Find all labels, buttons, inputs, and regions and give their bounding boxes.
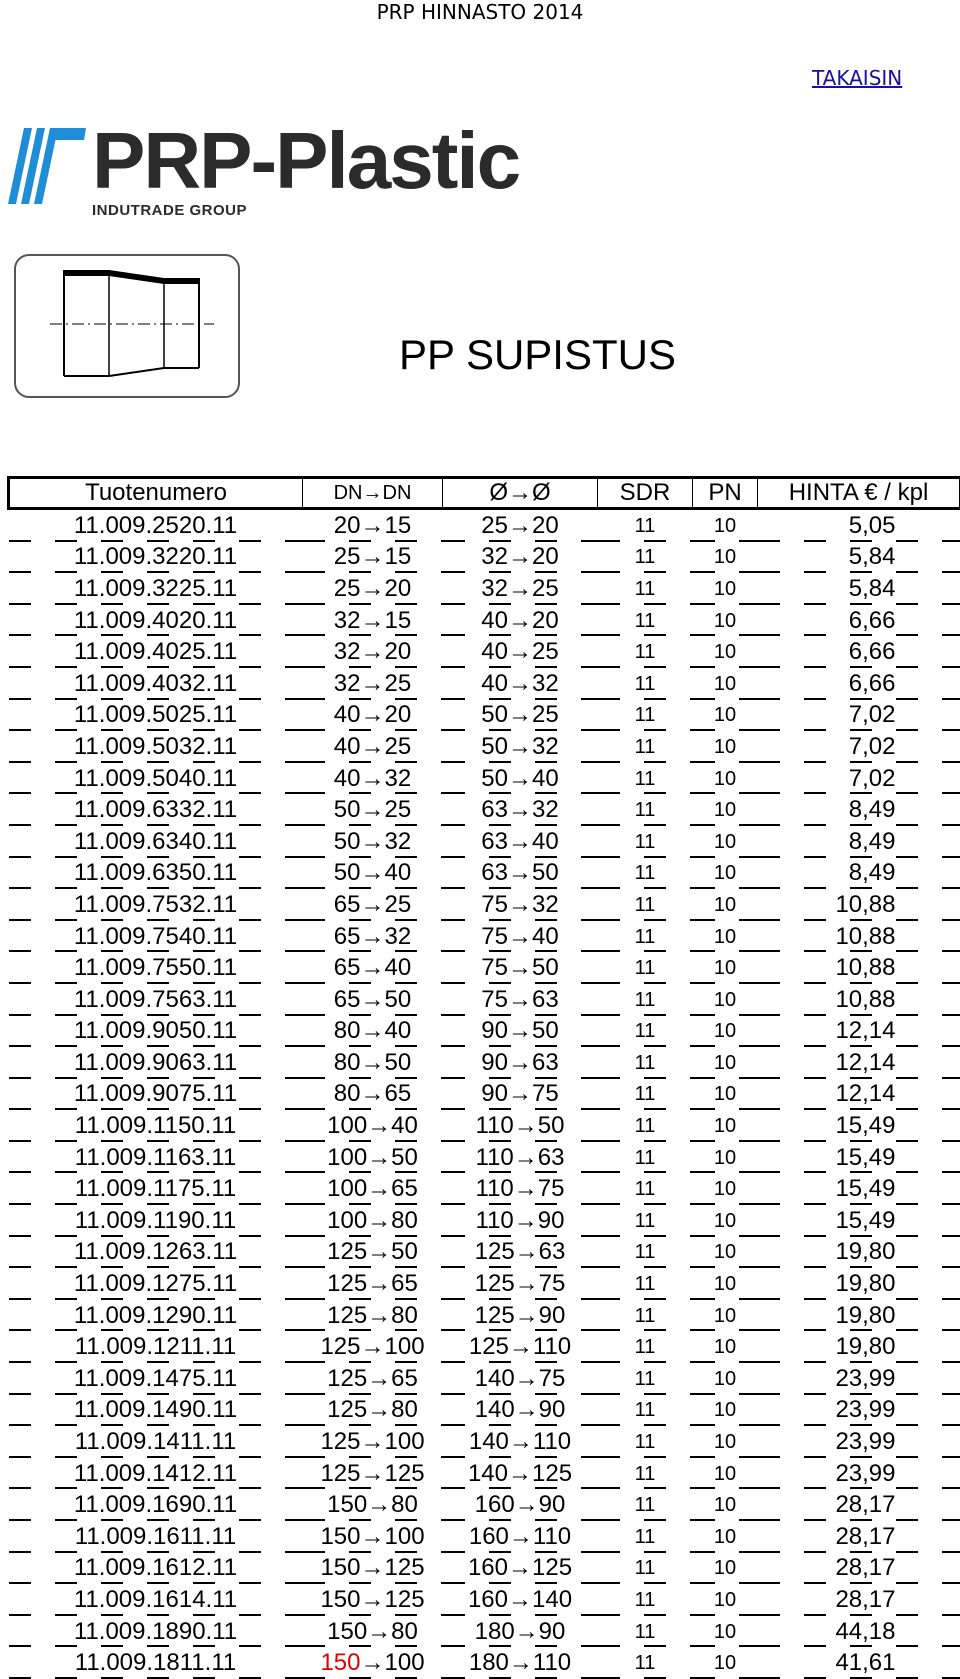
price-cell: 28,17 (758, 1553, 960, 1585)
sdr-cell: 11 (598, 1647, 693, 1679)
pn-cell: 10 (693, 889, 758, 921)
price-cell: 12,14 (758, 1047, 960, 1079)
price-cell: 7,02 (758, 763, 960, 795)
dn-cell: 150→125 (303, 1553, 443, 1585)
price-cell: 6,66 (758, 605, 960, 637)
dn-value-rest: →100 (360, 1649, 425, 1677)
price-cell: 8,49 (758, 826, 960, 858)
table-row (9, 1110, 960, 1142)
sdr-cell: 11 (598, 1110, 693, 1142)
price-cell: 10,88 (758, 984, 960, 1016)
product-number-cell: 11.009.1150.11 (9, 1110, 303, 1142)
header-dn: DN→DN (303, 478, 443, 509)
product-number-cell: 11.009.1275.11 (9, 1268, 303, 1300)
pn-cell: 10 (693, 921, 758, 953)
diameter-cell: 90→50 (443, 1016, 598, 1048)
dn-cell: 80→40 (303, 1016, 443, 1048)
pn-cell: 10 (693, 1173, 758, 1205)
pn-cell: 10 (693, 1079, 758, 1111)
pn-cell: 10 (693, 1584, 758, 1616)
price-cell: 12,14 (758, 1016, 960, 1048)
product-number-cell: 11.009.4032.11 (9, 668, 303, 700)
dn-cell: 125→80 (303, 1300, 443, 1332)
diameter-cell: 180→90 (443, 1616, 598, 1648)
pn-cell: 10 (693, 826, 758, 858)
diameter-cell: 90→63 (443, 1047, 598, 1079)
table-row (9, 1205, 960, 1237)
highlighted-dn-value: 150 (320, 1649, 361, 1677)
diameter-cell: 110→50 (443, 1110, 598, 1142)
product-number-cell: 11.009.5040.11 (9, 763, 303, 795)
product-number-cell: 11.009.1412.11 (9, 1458, 303, 1490)
pn-cell: 10 (693, 1142, 758, 1174)
table-row (9, 1489, 960, 1521)
diameter-cell: 40→25 (443, 636, 598, 668)
sdr-cell: 11 (598, 1142, 693, 1174)
pn-cell: 10 (693, 1395, 758, 1427)
price-cell: 12,14 (758, 1079, 960, 1111)
table-row (9, 1300, 960, 1332)
table-row (9, 1047, 960, 1079)
price-table (7, 476, 960, 1679)
sdr-cell: 11 (598, 858, 693, 890)
brand-tagline: INDUTRADE GROUP (92, 202, 248, 219)
product-number-cell: 11.009.6332.11 (9, 794, 303, 826)
price-cell: 6,66 (758, 668, 960, 700)
product-number-cell: 11.009.3225.11 (9, 573, 303, 605)
product-number-cell: 11.009.6340.11 (9, 826, 303, 858)
dn-cell: 32→20 (303, 636, 443, 668)
product-number-cell: 11.009.1290.11 (9, 1300, 303, 1332)
sdr-cell: 11 (598, 1268, 693, 1300)
pn-cell: 10 (693, 542, 758, 574)
pn-cell: 10 (693, 700, 758, 732)
price-cell: 5,84 (758, 573, 960, 605)
dn-cell: 65→50 (303, 984, 443, 1016)
sdr-cell: 11 (598, 1300, 693, 1332)
product-number-cell: 11.009.7540.11 (9, 921, 303, 953)
diameter-cell: 140→90 (443, 1395, 598, 1427)
diameter-cell: 75→50 (443, 952, 598, 984)
dn-cell: 32→15 (303, 605, 443, 637)
sdr-cell: 11 (598, 573, 693, 605)
price-cell: 8,49 (758, 794, 960, 826)
table-row (9, 1647, 960, 1679)
sdr-cell: 11 (598, 984, 693, 1016)
prp-logo-mark-icon (6, 128, 86, 204)
diameter-cell: 63→40 (443, 826, 598, 858)
table-row (9, 542, 960, 574)
dn-cell: 50→40 (303, 858, 443, 890)
sdr-cell: 11 (598, 1458, 693, 1490)
table-row (9, 1142, 960, 1174)
product-number-cell: 11.009.9075.11 (9, 1079, 303, 1111)
product-number-cell: 11.009.1811.11 (9, 1647, 303, 1679)
pn-cell: 10 (693, 1205, 758, 1237)
brand-name: PRP-Plastic (92, 116, 520, 205)
table-row (9, 731, 960, 763)
dn-cell: 125→100 (303, 1331, 443, 1363)
pn-cell: 10 (693, 1300, 758, 1332)
table-row (9, 1584, 960, 1616)
pn-cell: 10 (693, 952, 758, 984)
sdr-cell: 11 (598, 605, 693, 637)
diameter-cell: 50→32 (443, 731, 598, 763)
table-row (9, 921, 960, 953)
product-number-cell: 11.009.7550.11 (9, 952, 303, 984)
sdr-cell: 11 (598, 1489, 693, 1521)
pn-cell: 10 (693, 1331, 758, 1363)
table-row (9, 573, 960, 605)
dn-cell: 125→65 (303, 1268, 443, 1300)
header-price: HINTA € / kpl (758, 478, 960, 509)
pn-cell: 10 (693, 1489, 758, 1521)
diameter-cell: 125→75 (443, 1268, 598, 1300)
dn-cell: 80→65 (303, 1079, 443, 1111)
dn-cell: 100→65 (303, 1173, 443, 1205)
table-row (9, 1268, 960, 1300)
pn-cell: 10 (693, 1047, 758, 1079)
diameter-cell: 160→110 (443, 1521, 598, 1553)
sdr-cell: 11 (598, 1616, 693, 1648)
table-row (9, 1237, 960, 1269)
table-row (9, 1016, 960, 1048)
table-row (9, 1458, 960, 1490)
product-number-cell: 11.009.1411.11 (9, 1426, 303, 1458)
price-cell: 19,80 (758, 1300, 960, 1332)
dn-cell: 40→20 (303, 700, 443, 732)
table-row (9, 1553, 960, 1585)
price-cell: 23,99 (758, 1458, 960, 1490)
sdr-cell: 11 (598, 731, 693, 763)
price-cell: 15,49 (758, 1110, 960, 1142)
pn-cell: 10 (693, 731, 758, 763)
diameter-cell: 180→110 (443, 1647, 598, 1679)
dn-cell: 125→100 (303, 1426, 443, 1458)
product-number-cell: 11.009.2520.11 (9, 509, 303, 542)
product-number-cell: 11.009.1175.11 (9, 1173, 303, 1205)
sdr-cell: 11 (598, 763, 693, 795)
header-pn: PN (693, 478, 758, 509)
back-link[interactable]: TAKAISIN (812, 66, 903, 90)
product-number-cell: 11.009.7532.11 (9, 889, 303, 921)
product-number-cell: 11.009.1690.11 (9, 1489, 303, 1521)
dn-cell: 150→80 (303, 1616, 443, 1648)
table-row (9, 889, 960, 921)
diameter-cell: 110→90 (443, 1205, 598, 1237)
price-cell: 44,18 (758, 1616, 960, 1648)
dn-cell: 50→25 (303, 794, 443, 826)
product-number-cell: 11.009.9050.11 (9, 1016, 303, 1048)
pn-cell: 10 (693, 763, 758, 795)
header-product-number: Tuotenumero (9, 478, 303, 509)
sdr-cell: 11 (598, 509, 693, 542)
dn-cell: 150→125 (303, 1584, 443, 1616)
price-cell: 15,49 (758, 1173, 960, 1205)
product-number-cell: 11.009.1475.11 (9, 1363, 303, 1395)
pn-cell: 10 (693, 1553, 758, 1585)
pn-cell: 10 (693, 1237, 758, 1269)
table-row (9, 636, 960, 668)
table-row (9, 1521, 960, 1553)
product-number-cell: 11.009.1263.11 (9, 1237, 303, 1269)
product-number-cell: 11.009.1163.11 (9, 1142, 303, 1174)
pn-cell: 10 (693, 573, 758, 605)
price-cell: 23,99 (758, 1395, 960, 1427)
price-cell: 7,02 (758, 700, 960, 732)
pn-cell: 10 (693, 858, 758, 890)
pn-cell: 10 (693, 509, 758, 542)
pn-cell: 10 (693, 794, 758, 826)
product-number-cell: 11.009.4025.11 (9, 636, 303, 668)
table-row (9, 1363, 960, 1395)
dn-cell: 80→50 (303, 1047, 443, 1079)
price-cell: 7,02 (758, 731, 960, 763)
diameter-cell: 63→50 (443, 858, 598, 890)
price-cell: 19,80 (758, 1237, 960, 1269)
sdr-cell: 11 (598, 952, 693, 984)
sdr-cell: 11 (598, 668, 693, 700)
sdr-cell: 11 (598, 700, 693, 732)
diameter-cell: 50→25 (443, 700, 598, 732)
sdr-cell: 11 (598, 921, 693, 953)
sdr-cell: 11 (598, 1079, 693, 1111)
pn-cell: 10 (693, 605, 758, 637)
pn-cell: 10 (693, 1016, 758, 1048)
table-header-row (9, 478, 960, 509)
dn-cell: 100→50 (303, 1142, 443, 1174)
diameter-cell: 125→63 (443, 1237, 598, 1269)
table-row (9, 858, 960, 890)
product-number-cell: 11.009.1490.11 (9, 1395, 303, 1427)
price-cell: 10,88 (758, 889, 960, 921)
page-header: PRP HINNASTO 2014 (376, 0, 584, 24)
table-row (9, 509, 960, 542)
sdr-cell: 11 (598, 1237, 693, 1269)
price-cell: 23,99 (758, 1363, 960, 1395)
sdr-cell: 11 (598, 1047, 693, 1079)
table-row (9, 668, 960, 700)
table-row (9, 1079, 960, 1111)
table-row (9, 700, 960, 732)
diameter-cell: 75→32 (443, 889, 598, 921)
sdr-cell: 11 (598, 1016, 693, 1048)
diameter-cell: 160→90 (443, 1489, 598, 1521)
price-cell: 10,88 (758, 952, 960, 984)
dn-cell: 65→32 (303, 921, 443, 953)
sdr-cell: 11 (598, 794, 693, 826)
dn-cell: 125→65 (303, 1363, 443, 1395)
dn-cell (303, 1647, 443, 1679)
header-diameter: Ø→Ø (443, 478, 598, 509)
table-row (9, 794, 960, 826)
sdr-cell: 11 (598, 1173, 693, 1205)
price-cell: 23,99 (758, 1426, 960, 1458)
product-number-cell: 11.009.1614.11 (9, 1584, 303, 1616)
price-cell: 19,80 (758, 1331, 960, 1363)
table-row (9, 1395, 960, 1427)
price-cell: 10,88 (758, 921, 960, 953)
pn-cell: 10 (693, 1616, 758, 1648)
diameter-cell: 40→20 (443, 605, 598, 637)
diameter-cell: 140→75 (443, 1363, 598, 1395)
table-row (9, 1426, 960, 1458)
diameter-cell: 160→125 (443, 1553, 598, 1585)
pn-cell: 10 (693, 1110, 758, 1142)
price-cell: 6,66 (758, 636, 960, 668)
dn-cell: 65→40 (303, 952, 443, 984)
pn-cell: 10 (693, 636, 758, 668)
product-number-cell: 11.009.1890.11 (9, 1616, 303, 1648)
price-cell: 28,17 (758, 1584, 960, 1616)
product-number-cell: 11.009.1611.11 (9, 1521, 303, 1553)
sdr-cell: 11 (598, 1363, 693, 1395)
pn-cell: 10 (693, 1458, 758, 1490)
price-cell: 15,49 (758, 1205, 960, 1237)
table-row (9, 984, 960, 1016)
diameter-cell: 75→63 (443, 984, 598, 1016)
pn-cell: 10 (693, 668, 758, 700)
dn-cell: 25→15 (303, 542, 443, 574)
diameter-cell: 25→20 (443, 509, 598, 542)
diameter-cell: 50→40 (443, 763, 598, 795)
price-cell: 19,80 (758, 1268, 960, 1300)
company-logo (6, 116, 566, 224)
diameter-cell: 140→125 (443, 1458, 598, 1490)
product-number-cell: 11.009.1190.11 (9, 1205, 303, 1237)
dn-cell: 25→20 (303, 573, 443, 605)
page-title: PP SUPISTUS (399, 331, 676, 378)
diameter-cell: 160→140 (443, 1584, 598, 1616)
diameter-cell: 125→90 (443, 1300, 598, 1332)
diameter-cell: 110→75 (443, 1173, 598, 1205)
pn-cell: 10 (693, 1521, 758, 1553)
dn-cell: 40→25 (303, 731, 443, 763)
table-row (9, 952, 960, 984)
diameter-cell: 110→63 (443, 1142, 598, 1174)
pn-cell: 10 (693, 984, 758, 1016)
sdr-cell: 11 (598, 636, 693, 668)
table-row (9, 1331, 960, 1363)
table-row (9, 763, 960, 795)
product-number-cell: 11.009.1211.11 (9, 1331, 303, 1363)
sdr-cell: 11 (598, 826, 693, 858)
sdr-cell: 11 (598, 1521, 693, 1553)
dn-cell: 125→50 (303, 1237, 443, 1269)
price-cell: 5,05 (758, 509, 960, 542)
dn-cell: 32→25 (303, 668, 443, 700)
product-number-cell: 11.009.3220.11 (9, 542, 303, 574)
diameter-cell: 140→110 (443, 1426, 598, 1458)
diameter-cell: 32→25 (443, 573, 598, 605)
pn-cell: 10 (693, 1647, 758, 1679)
product-number-cell: 11.009.9063.11 (9, 1047, 303, 1079)
sdr-cell: 11 (598, 542, 693, 574)
sdr-cell: 11 (598, 1553, 693, 1585)
dn-cell: 20→15 (303, 509, 443, 542)
table-row (9, 605, 960, 637)
diameter-cell: 63→32 (443, 794, 598, 826)
table-row (9, 826, 960, 858)
reducer-drawing-icon (14, 254, 240, 398)
sdr-cell: 11 (598, 1205, 693, 1237)
diameter-cell: 90→75 (443, 1079, 598, 1111)
dn-cell: 125→125 (303, 1458, 443, 1490)
price-cell: 15,49 (758, 1142, 960, 1174)
price-cell: 41,61 (758, 1647, 960, 1679)
product-number-cell: 11.009.5025.11 (9, 700, 303, 732)
header-sdr: SDR (598, 478, 693, 509)
dn-cell: 100→40 (303, 1110, 443, 1142)
dn-cell: 40→32 (303, 763, 443, 795)
pn-cell: 10 (693, 1363, 758, 1395)
price-cell: 28,17 (758, 1521, 960, 1553)
pn-cell: 10 (693, 1268, 758, 1300)
price-cell: 5,84 (758, 542, 960, 574)
price-cell: 8,49 (758, 858, 960, 890)
product-number-cell: 11.009.4020.11 (9, 605, 303, 637)
dn-cell: 150→80 (303, 1489, 443, 1521)
pn-cell: 10 (693, 1426, 758, 1458)
product-number-cell: 11.009.7563.11 (9, 984, 303, 1016)
diameter-cell: 32→20 (443, 542, 598, 574)
table-row (9, 1616, 960, 1648)
dn-cell: 150→100 (303, 1521, 443, 1553)
dn-cell: 125→80 (303, 1395, 443, 1427)
dn-cell: 65→25 (303, 889, 443, 921)
dn-cell: 100→80 (303, 1205, 443, 1237)
sdr-cell: 11 (598, 889, 693, 921)
diameter-cell: 40→32 (443, 668, 598, 700)
product-number-cell: 11.009.5032.11 (9, 731, 303, 763)
diameter-cell: 75→40 (443, 921, 598, 953)
table-row (9, 1173, 960, 1205)
dn-cell: 50→32 (303, 826, 443, 858)
product-number-cell: 11.009.6350.11 (9, 858, 303, 890)
product-number-cell: 11.009.1612.11 (9, 1553, 303, 1585)
sdr-cell: 11 (598, 1331, 693, 1363)
sdr-cell: 11 (598, 1426, 693, 1458)
sdr-cell: 11 (598, 1584, 693, 1616)
diameter-cell: 125→110 (443, 1331, 598, 1363)
sdr-cell: 11 (598, 1395, 693, 1427)
price-cell: 28,17 (758, 1489, 960, 1521)
